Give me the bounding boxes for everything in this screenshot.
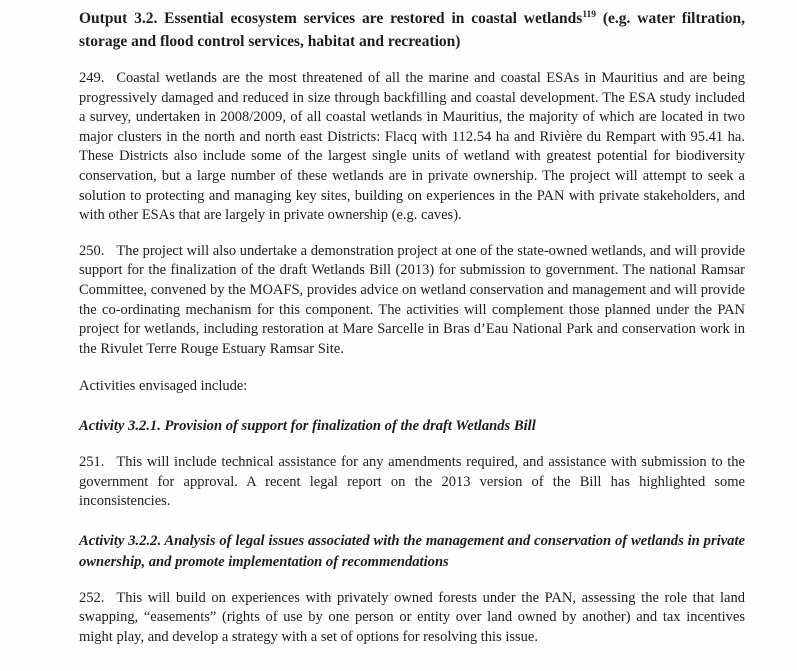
activity-3-2-1-heading-text: Activity 3.2.1. Provision of support for finalization of the draft Wetlands Bill <box>79 417 536 434</box>
activities-intro-text: Activities envisaged include: <box>79 378 248 395</box>
activity-3-2-1-heading <box>79 416 745 437</box>
paragraph-number: 250. <box>79 242 105 259</box>
paragraph-number: 251. <box>79 453 105 470</box>
output-heading <box>79 7 745 53</box>
paragraph-text: This will build on experiences with privately owned forests under the PAN, assessing the role that land swapping, “easements” (rights of use by one person or entity over land owned by another) and tax incentives might play, and develop a strategy with a set of options for resolving this issue. <box>79 589 745 645</box>
activity-3-2-2-heading <box>79 531 745 573</box>
paragraph-text: The project will also undertake a demonstration project at one of the state-owned wetlands, and will provide support for the finalization of the draft Wetlands Bill (2013) for submission to government. The national Ramsar Committee, convened by the MOAFS, provides advice on wetland conservation and management and will provide the co-ordinating mechanism for this component. The activities will complement those planned under the PAN project for wetlands, including restoration at Mare Sarcelle in Bras d’Eau National Park and conservation work in the Rivulet Terre Rouge Estuary Ramsar Site. <box>79 242 745 357</box>
paragraph-250 <box>79 242 745 360</box>
activity-3-2-2-heading-text: Activity 3.2.2. Analysis of legal issues associated with the management and conservation of wetlands in private ownership, and promote implementation of recommendations <box>79 532 745 570</box>
paragraph-number: 249. <box>79 70 105 86</box>
footnote-reference-119: 119 <box>582 9 597 20</box>
activities-intro-line <box>79 377 745 397</box>
paragraph-number: 252. <box>79 589 105 606</box>
paragraph-text: This will include technical assistance for any amendments required, and assistance with submission to the government for approval. A recent legal report on the 2013 version of the Bill has highlighted some inconsistencies. <box>79 453 745 510</box>
paragraph-text: Coastal wetlands are the most threatened of all the marine and coastal ESAs in Mauritius and are being progressively damaged and reduced in size through backfilling and coastal development. The ESA study included a survey, undertaken in 2008/2009, of all coastal wetlands in Mauritius, the majority of which are located in two major clusters in the north and north east Districts: Flacq with 112.54 ha and Rivière du Rempart with 95.41 ha. These Districts also include some of the largest single units of wetland with greatest potential for biodiversity conservation, but a large number of these wetlands are in private ownership. The project will attempt to seek a solution to protecting and managing key sites, building on experiences in the PAN with private stakeholders, and with other ESAs that are largely in private ownership (e.g. caves). <box>79 70 745 224</box>
paragraph-252 <box>79 589 745 648</box>
output-heading-text-continued: (e.g. water filtration, storage and flood control services, habitat and recreation) <box>79 10 745 50</box>
output-heading-text: Output 3.2. Essential ecosystem services are restored in coastal wetlands <box>79 10 583 27</box>
paragraph-249 <box>79 69 745 226</box>
paragraph-251 <box>79 453 745 512</box>
